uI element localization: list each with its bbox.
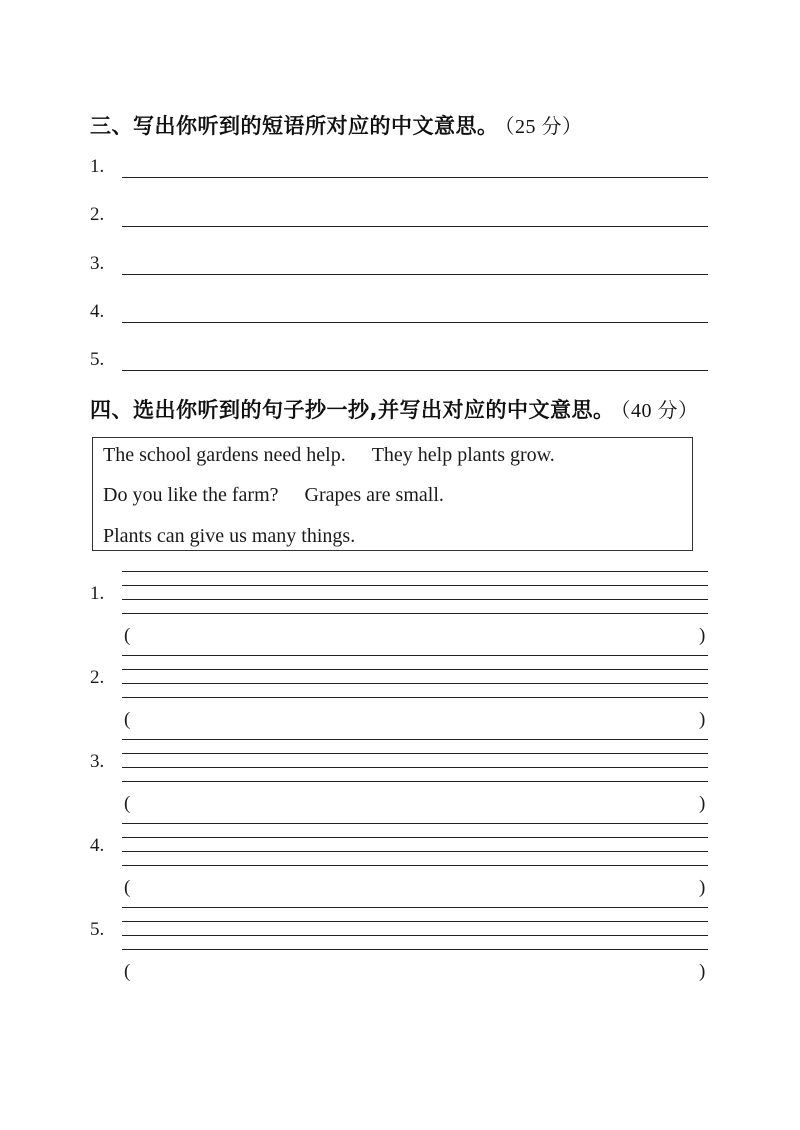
section-3-score: （25 分）: [504, 116, 583, 138]
translation-answer-space[interactable]: [140, 961, 690, 985]
handwriting-line: [122, 585, 708, 586]
translation-paren-open: (: [124, 709, 131, 730]
handwriting-line: [122, 781, 708, 782]
translation-paren-open: (: [124, 625, 131, 646]
sentence-option: Do you like the farm?: [103, 484, 279, 506]
handwriting-line[interactable]: [122, 935, 708, 936]
translation-answer-space[interactable]: [140, 709, 690, 733]
s4-item-number-4: 4.: [90, 835, 105, 856]
translation-paren-open: (: [124, 793, 131, 814]
translation-answer-space[interactable]: [140, 877, 690, 901]
section-4-score: （40 分）: [620, 400, 699, 422]
translation-paren-close: ): [699, 961, 706, 982]
handwriting-line: [122, 837, 708, 838]
translation-answer-space[interactable]: [140, 625, 690, 649]
s3-item-number-2: 2.: [90, 204, 105, 225]
s3-answer-line-5[interactable]: [122, 370, 708, 371]
sentence-option: They help plants grow.: [371, 444, 555, 466]
sentence-option: Plants can give us many things.: [103, 525, 356, 547]
section-3-title: 三、写出你听到的短语所对应的中文意思。: [90, 114, 499, 138]
sentence-option: The school gardens need help.: [103, 444, 346, 466]
handwriting-line[interactable]: [122, 683, 708, 684]
translation-paren-open: (: [124, 877, 131, 898]
translation-paren-close: ): [699, 709, 706, 730]
s3-answer-line-2[interactable]: [122, 226, 708, 227]
sentence-bank-line-2: [103, 484, 470, 507]
s3-answer-line-1[interactable]: [122, 177, 708, 178]
section-4-heading: [90, 394, 698, 424]
handwriting-line: [122, 669, 708, 670]
s3-answer-line-4[interactable]: [122, 322, 708, 323]
sentence-bank-box: [92, 437, 693, 551]
translation-paren-close: ): [699, 793, 706, 814]
handwriting-line: [122, 753, 708, 754]
sentence-option: Grapes are small.: [304, 484, 444, 506]
handwriting-line: [122, 921, 708, 922]
s3-item-number-1: 1.: [90, 156, 105, 177]
s4-item-number-1: 1.: [90, 583, 105, 604]
handwriting-line: [122, 655, 708, 656]
translation-paren-open: (: [124, 961, 131, 982]
s4-item-number-5: 5.: [90, 919, 105, 940]
handwriting-line[interactable]: [122, 851, 708, 852]
s4-item-number-2: 2.: [90, 667, 105, 688]
section-3-heading: [90, 110, 583, 140]
handwriting-line[interactable]: [122, 599, 708, 600]
s3-answer-line-3[interactable]: [122, 274, 708, 275]
handwriting-line: [122, 865, 708, 866]
s3-item-number-4: 4.: [90, 301, 105, 322]
s4-item-number-3: 3.: [90, 751, 105, 772]
sentence-bank-line-1: [103, 444, 581, 467]
handwriting-line: [122, 613, 708, 614]
handwriting-line: [122, 571, 708, 572]
handwriting-line: [122, 739, 708, 740]
section-4-title: 四、选出你听到的句子抄一抄,并写出对应的中文意思。: [90, 398, 615, 422]
sentence-bank-line-3: [103, 525, 381, 548]
s3-item-number-3: 3.: [90, 253, 105, 274]
handwriting-line: [122, 907, 708, 908]
translation-answer-space[interactable]: [140, 793, 690, 817]
s3-item-number-5: 5.: [90, 349, 105, 370]
handwriting-line: [122, 697, 708, 698]
translation-paren-close: ): [699, 877, 706, 898]
handwriting-line: [122, 823, 708, 824]
translation-paren-close: ): [699, 625, 706, 646]
handwriting-line: [122, 949, 708, 950]
handwriting-line[interactable]: [122, 767, 708, 768]
